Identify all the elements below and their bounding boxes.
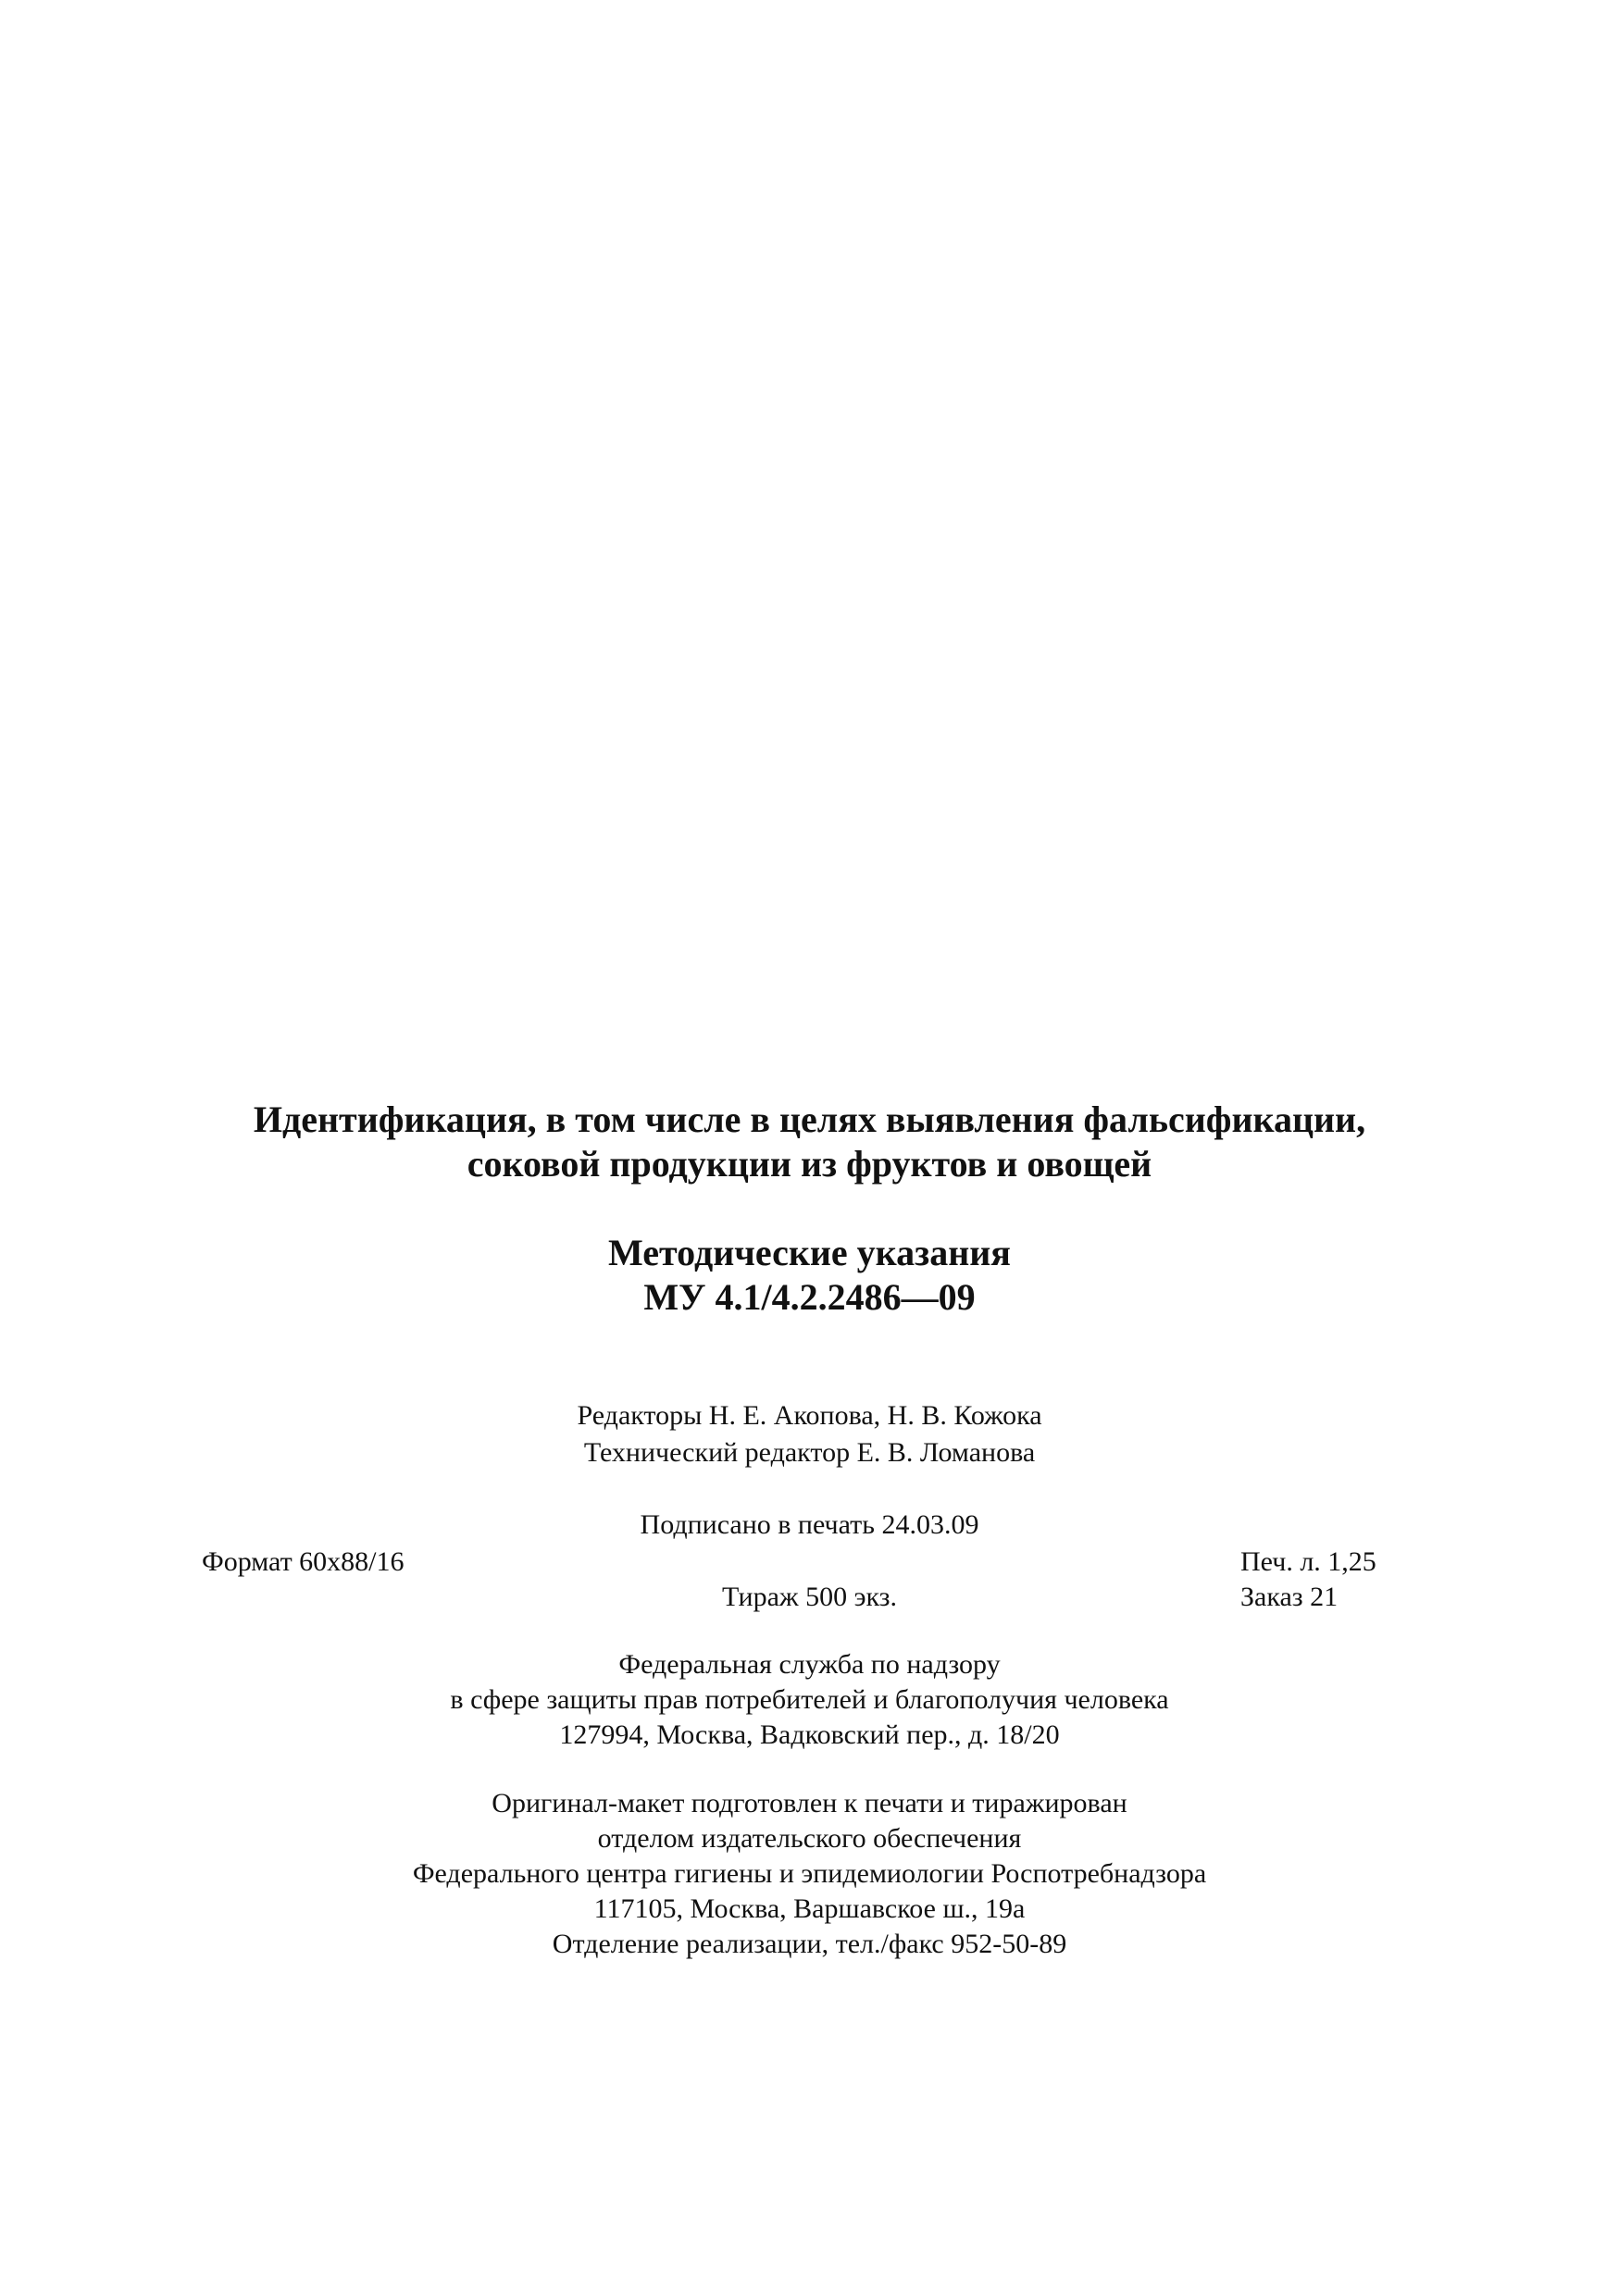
maker-line-3: Федерального центра гигиены и эпидемиологии Роспотребнадзора: [412, 1858, 1207, 1889]
document-title: [0, 1098, 1619, 1186]
publisher-address: 127994, Москва, Вадковский пер., д. 18/20: [559, 1719, 1060, 1750]
maker-address: 117105, Москва, Варшавское ш., 19а: [593, 1893, 1026, 1924]
sales-contact: Отделение реализации, тел./факс 952-50-89: [552, 1929, 1067, 1959]
publisher-line-1: Федеральная служба по надзору: [618, 1649, 1001, 1680]
circulation-info: Тираж 500 экз.: [721, 1582, 898, 1612]
order-info: Заказ 21: [1240, 1582, 1339, 1612]
subtitle-line-2: МУ 4.1/4.2.2486—09: [643, 1276, 976, 1318]
signed-date: Подписано в печать 24.03.09: [640, 1509, 979, 1540]
format-info: Формат 60x88/16: [202, 1546, 405, 1577]
document-subtitle: [0, 1231, 1619, 1320]
publisher-block: [0, 1647, 1619, 1753]
subtitle-line-1: Методические указания: [608, 1232, 1011, 1273]
tech-editor-line: Технический редактор Е. В. Ломанова: [583, 1437, 1036, 1468]
maker-line-1: Оригинал-макет подготовлен к печати и тиражирован: [492, 1788, 1127, 1818]
credits-block: [0, 1397, 1619, 1471]
publisher-line-2: в сфере защиты прав потребителей и благополучия человека: [450, 1684, 1169, 1715]
sheets-info: Печ. л. 1,25: [1240, 1546, 1376, 1577]
editors-line: Редакторы Н. Е. Акопова, Н. В. Кожока: [577, 1400, 1042, 1431]
layout-maker-block: [0, 1786, 1619, 1962]
title-line-2: соковой продукции из фруктов и овощей: [467, 1143, 1152, 1185]
title-line-1: Идентификация, в том числе в целях выявления фальсификации,: [253, 1098, 1366, 1140]
maker-line-2: отделом издательского обеспечения: [597, 1823, 1022, 1854]
